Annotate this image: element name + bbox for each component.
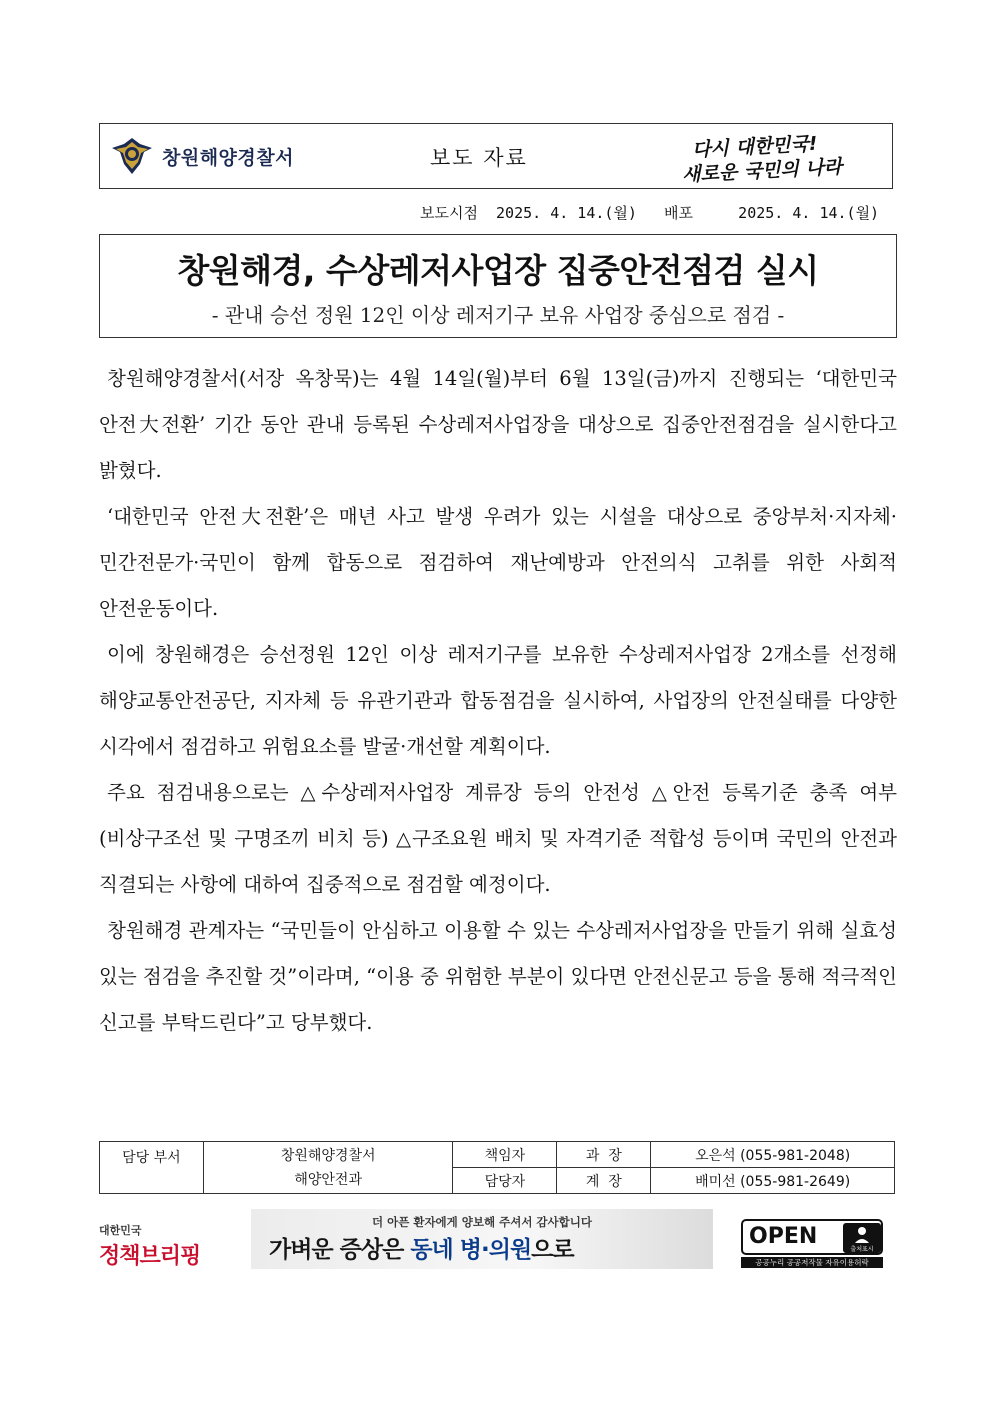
person-cell: 오은석 (055-981-2048) — [651, 1142, 895, 1168]
dept-name-cell — [203, 1142, 453, 1194]
body-paragraph-5: 창원해경 관계자는 “국민들이 안심하고 이용할 수 있는 수상레저사업장을 만들기 위해 실효성 있는 점검을 추진할 것”이라며, “이용 중 위험한 부분이 있다면 안전신문고 등을 통해 적극적인 신고를 부탁드린다”고 당부했다. — [99, 919, 897, 1034]
role-cell: 책임자 — [453, 1142, 557, 1168]
coast-guard-emblem-icon — [110, 134, 154, 178]
banner-part-2: 으로 — [531, 1237, 574, 1263]
org-name: 창원해양경찰서 — [162, 147, 294, 169]
table-row — [100, 1142, 895, 1168]
banner-headline — [269, 1231, 574, 1264]
body-paragraph-2: ‘대한민국 안전大전환’은 매년 사고 발생 우려가 있는 시설을 대상으로 중앙부처·지자체·민간전문가·국민이 함께 합동으로 점검하여 재난예방과 안전의식 고취를 위한 사회적 안전운동이다. — [99, 505, 897, 620]
attribution-icon — [843, 1223, 881, 1253]
policy-briefing-small: 대한민국 — [99, 1224, 142, 1237]
dept-line-1: 창원해양경찰서 — [280, 1147, 376, 1164]
open-license-badge[interactable] — [741, 1219, 885, 1267]
release-date-line: 보도시점 2025. 4. 14.(월) 배포 2025. 4. 14.(월) — [420, 204, 880, 222]
position-cell: 계 장 — [557, 1168, 651, 1194]
campaign-banner[interactable] — [251, 1209, 713, 1269]
body-paragraph-3: 이에 창원해경은 승선정원 12인 이상 레저기구를 보유한 수상레저사업장 2개소를 선정해 해양교통안전공단, 지자체 등 유관기관과 합동점검을 실시하여, 사업장의 안전실태를 다양한 시각에서 점검하고 위험요소를 발굴·개선할 계획이다. — [99, 643, 897, 758]
slogan-line-2: 새로운 국민의 나라 — [681, 155, 843, 187]
license-caption: 공공누리 공공저작물 자유이용허락 — [741, 1257, 883, 1268]
main-title: 창원해경, 수상레저사업장 집중안전점검 실시 — [177, 251, 819, 290]
body-paragraph-1: 창원해양경찰서(서장 옥창묵)는 4월 14일(월)부터 6월 13일(금)까지 진행되는 ‘대한민국 안전大전환’ 기간 동안 관내 등록된 수상레저사업장을 대상으로 집중안전점검을 실시한다고 밝혔다. — [99, 367, 897, 482]
position-cell: 과 장 — [557, 1142, 651, 1168]
attribution-text: 출처표시 — [850, 1246, 874, 1253]
dept-label-cell: 담당 부서 — [100, 1142, 204, 1194]
banner-part-1: 가벼운 증상은 — [269, 1237, 411, 1263]
header-box — [99, 123, 893, 189]
title-box — [99, 234, 897, 338]
license-open-text: OPEN — [749, 1224, 818, 1249]
policy-briefing-big: 정책브리핑 — [99, 1244, 201, 1269]
sub-title: - 관내 승선 정원 12인 이상 레저기구 보유 사업장 중심으로 점검 - — [211, 303, 785, 327]
body-paragraph-4: 주요 점검내용으로는 △수상레저사업장 계류장 등의 안전성 △안전 등록기준 충족 여부(비상구조선 및 구명조끼 비치 등) △구조요원 배치 및 자격기준 적합성 등이며 국민의 안전과 직결되는 사항에 대하여 집중적으로 점검할 예정이다. — [99, 781, 897, 896]
policy-briefing-logo[interactable] — [99, 1222, 200, 1270]
slogan-line-1: 다시 대한민국! — [691, 132, 818, 162]
license-box — [741, 1219, 883, 1255]
banner-small-text: 더 아픈 환자에게 양보해 주셔서 감사합니다 — [372, 1215, 592, 1229]
dept-line-2: 해양안전과 — [294, 1171, 362, 1188]
person-icon — [843, 1223, 881, 1253]
person-cell: 배미선 (055-981-2649) — [651, 1168, 895, 1194]
doc-type-label: 보도 자료 — [430, 146, 528, 170]
body-text — [99, 356, 897, 1046]
contact-table — [99, 1141, 895, 1194]
banner-highlight: 동네 병·의원 — [410, 1237, 532, 1263]
role-cell: 담당자 — [453, 1168, 557, 1194]
